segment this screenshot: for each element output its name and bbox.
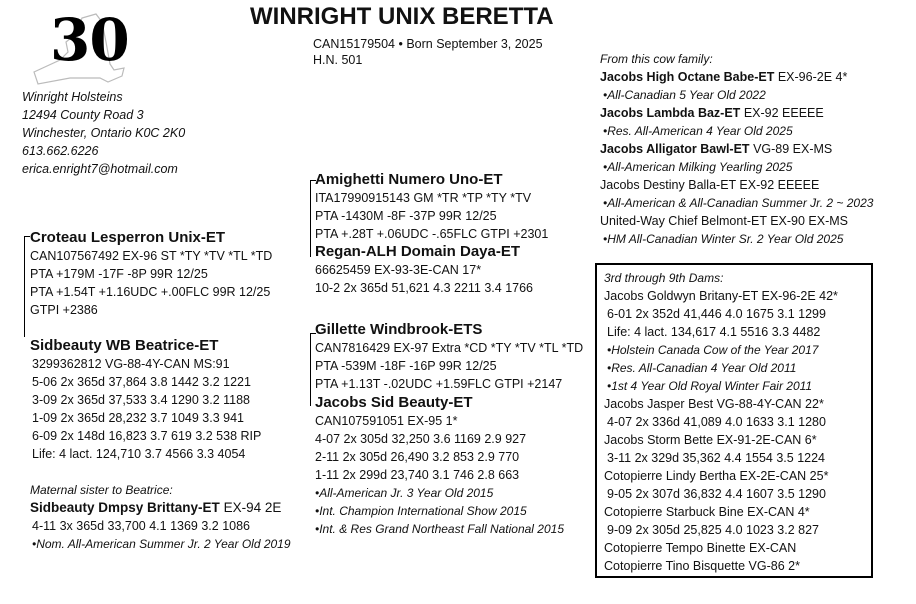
family-member-honor: •All-American & All-Canadian Summer Jr. 2 ~ 2023 xyxy=(603,196,874,210)
dam-sire-line: PTA -539M -18F -16P 99R 12/25 xyxy=(315,359,497,373)
breeder-line: Winright Holsteins xyxy=(22,90,123,104)
dam-ancestor-line: 9-09 2x 305d 25,825 4.0 1023 3.2 827 xyxy=(607,523,819,537)
dam-ancestor-name: Cotopierre Starbuck Bine xyxy=(604,505,744,519)
dam-ancestor-score: VG-86 2* xyxy=(748,559,800,573)
dam-ancestor-honor: •Holstein Canada Cow of the Year 2017 xyxy=(607,343,819,357)
sire-sire-line: PTA +.28T +.06UDC -.65FLC GTPI +2301 xyxy=(315,227,549,241)
sire-dam-name: Regan-ALH Domain Daya-ET xyxy=(315,243,521,260)
cow-family-block xyxy=(600,50,873,248)
sire-sire-line: PTA -1430M -8F -37P 99R 12/25 xyxy=(315,209,497,223)
family-member-name: Jacobs Destiny Balla-ET xyxy=(600,178,736,192)
family-member-honor: •HM All-Canadian Winter Sr. 2 Year Old 2025 xyxy=(603,232,844,246)
sire-line: PTA +179M -17F -8P 99R 12/25 xyxy=(30,267,208,281)
dam-ancestor-name: Jacobs Jasper Best xyxy=(604,397,714,411)
dams-label: 3rd through 9th Dams: xyxy=(604,271,724,285)
sire-name: Croteau Lesperron Unix-ET xyxy=(30,229,226,246)
dam-ancestor-honor: •Res. All-Canadian 4 Year Old 2011 xyxy=(607,361,797,375)
sire-dam-block xyxy=(315,242,533,297)
dam-ancestor-line: 6-01 2x 352d 41,446 4.0 1675 3.1 1299 xyxy=(607,307,826,321)
dam-ancestor-name: Cotopierre Tempo Binette xyxy=(604,541,746,555)
dam-dam-name: Jacobs Sid Beauty-ET xyxy=(315,394,473,411)
dam-ancestor-honor: •1st 4 Year Old Royal Winter Fair 2011 xyxy=(607,379,813,393)
dam-ancestor-name: Jacobs Goldwyn Britany-ET xyxy=(604,289,758,303)
cow-family-label: From this cow family: xyxy=(600,52,713,66)
dam-sire-line: CAN7816429 EX-97 Extra *CD *TY *TV *TL *TD xyxy=(315,341,584,355)
dam-line: 3299362812 VG-88-4Y-CAN MS:91 xyxy=(32,357,230,371)
dam-line: 1-09 2x 365d 28,232 3.7 1049 3.3 941 xyxy=(32,411,244,425)
dam-dam-honor: •Int. & Res Grand Northeast Fall National 2015 xyxy=(315,522,564,536)
family-member-name: Jacobs High Octane Babe-ET xyxy=(600,70,775,84)
dam-dam-block xyxy=(315,393,564,538)
dam-ancestor-score: VG-88-4Y-CAN 22* xyxy=(716,397,824,411)
dam-ancestor-line: 9-05 2x 307d 36,832 4.4 1607 3.5 1290 xyxy=(607,487,826,501)
dam-name: Sidbeauty WB Beatrice-ET xyxy=(30,337,219,354)
family-member-score: VG-89 EX-MS xyxy=(753,142,833,156)
dam-dam-honor: •Int. Champion International Show 2015 xyxy=(315,504,527,518)
family-member-honor: •All-American Milking Yearling 2025 xyxy=(603,160,793,174)
dam-block xyxy=(30,336,261,463)
breeder-line: Winchester, Ontario K0C 2K0 xyxy=(22,126,186,140)
dam-ancestor-score: EX-2E-CAN 25* xyxy=(739,469,829,483)
lot-number: 30 xyxy=(50,6,129,74)
breeder-line: 613.662.6226 xyxy=(22,144,99,158)
sire-sire-block xyxy=(315,170,548,243)
dam-line: 6-09 2x 148d 16,823 3.7 619 3.2 538 RIP xyxy=(32,429,262,443)
dam-ancestor-line: 4-07 2x 336d 41,089 4.0 1633 3.1 1280 xyxy=(607,415,826,429)
sire-dam-line: 10-2 2x 365d 51,621 4.3 2211 3.4 1766 xyxy=(315,281,534,295)
dams-box xyxy=(595,263,873,578)
sire-dam-line: 66625459 EX-93-3E-CAN 17* xyxy=(315,263,482,277)
family-member-score: EX-96-2E 4* xyxy=(777,70,848,84)
breeder-info xyxy=(22,88,185,178)
maternal-sister-honor: •Nom. All-American Summer Jr. 2 Year Old 2019 xyxy=(32,537,291,551)
dam-dam-honor: •All-American Jr. 3 Year Old 2015 xyxy=(315,486,494,500)
dam-ancestor-score: EX-CAN 4* xyxy=(747,505,810,519)
dam-sire-name: Gillette Windbrook-ETS xyxy=(315,321,483,338)
family-member-score: EX-90 EX-MS xyxy=(770,214,849,228)
dam-line: 5-06 2x 365d 37,864 3.8 1442 3.2 1221 xyxy=(32,375,251,389)
family-member-name: United-Way Chief Belmont-ET xyxy=(600,214,767,228)
dam-line: 3-09 2x 365d 37,533 3.4 1290 3.2 1188 xyxy=(32,393,251,407)
maternal-sister-name: Sidbeauty Dmpsy Brittany-ET xyxy=(30,500,220,515)
dam-ancestor-name: Cotopierre Lindy Bertha xyxy=(604,469,737,483)
family-member-name: Jacobs Lambda Baz-ET xyxy=(600,106,741,120)
dam-dam-line: 4-07 2x 305d 32,250 3.6 1169 2.9 927 xyxy=(315,432,527,446)
dam-ancestor-name: Cotopierre Tino Bisquette xyxy=(604,559,746,573)
family-member-name: Jacobs Alligator Bawl-ET xyxy=(600,142,750,156)
breeder-line: erica.enright7@hotmail.com xyxy=(22,162,178,176)
family-member-score: EX-92 EEEEE xyxy=(739,178,820,192)
maternal-sister-line: 4-11 3x 365d 33,700 4.1 1369 3.2 1086 xyxy=(32,519,251,533)
family-member-honor: •Res. All-American 4 Year Old 2025 xyxy=(603,124,793,138)
family-member-honor: •All-Canadian 5 Year Old 2022 xyxy=(603,88,766,102)
registration-info xyxy=(313,36,543,68)
registration-line: H.N. 501 xyxy=(313,53,363,67)
sire-sire-name: Amighetti Numero Uno-ET xyxy=(315,171,503,188)
dam-dam-line: 2-11 2x 305d 26,490 3.2 853 2.9 770 xyxy=(315,450,520,464)
registration-line: CAN15179504 • Born September 3, 2025 xyxy=(313,37,543,51)
maternal-sister-label: Maternal sister to Beatrice: xyxy=(30,483,173,497)
dam-line: Life: 4 lact. 124,710 3.7 4566 3.3 4054 xyxy=(32,447,246,461)
dam-ancestor-score: EX-CAN xyxy=(749,541,797,555)
sire-line: CAN107567492 EX-96 ST *TY *TV *TL *TD xyxy=(30,249,273,263)
sire-line: GTPI +2386 xyxy=(30,303,98,317)
sire-block xyxy=(30,228,272,319)
dam-sire-line: PTA +1.13T -.02UDC +1.59FLC GTPI +2147 xyxy=(315,377,563,391)
dam-ancestor-name: Jacobs Storm Bette xyxy=(604,433,714,447)
dam-dam-line: 1-11 2x 299d 23,740 3.1 746 2.8 663 xyxy=(315,468,520,482)
family-member-score: EX-92 EEEEE xyxy=(743,106,824,120)
maternal-sister-score: EX-94 2E xyxy=(223,500,282,515)
dam-ancestor-line: Life: 4 lact. 134,617 4.1 5516 3.3 4482 xyxy=(607,325,821,339)
dam-ancestor-score: EX-96-2E 42* xyxy=(761,289,838,303)
dam-ancestor-line: 3-11 2x 329d 35,362 4.4 1554 3.5 1224 xyxy=(607,451,826,465)
sire-sire-line: ITA17990915143 GM *TR *TP *TY *TV xyxy=(315,191,532,205)
dam-sire-block xyxy=(315,320,583,393)
breeder-line: 12494 County Road 3 xyxy=(22,108,144,122)
sire-line: PTA +1.54T +1.16UDC +.00FLC 99R 12/25 xyxy=(30,285,271,299)
dam-ancestor-score: EX-91-2E-CAN 6* xyxy=(716,433,817,447)
dam-dam-line: CAN107591051 EX-95 1* xyxy=(315,414,458,428)
maternal-sister-block xyxy=(30,481,291,553)
page-title: WINRIGHT UNIX BERETTA xyxy=(250,3,554,30)
